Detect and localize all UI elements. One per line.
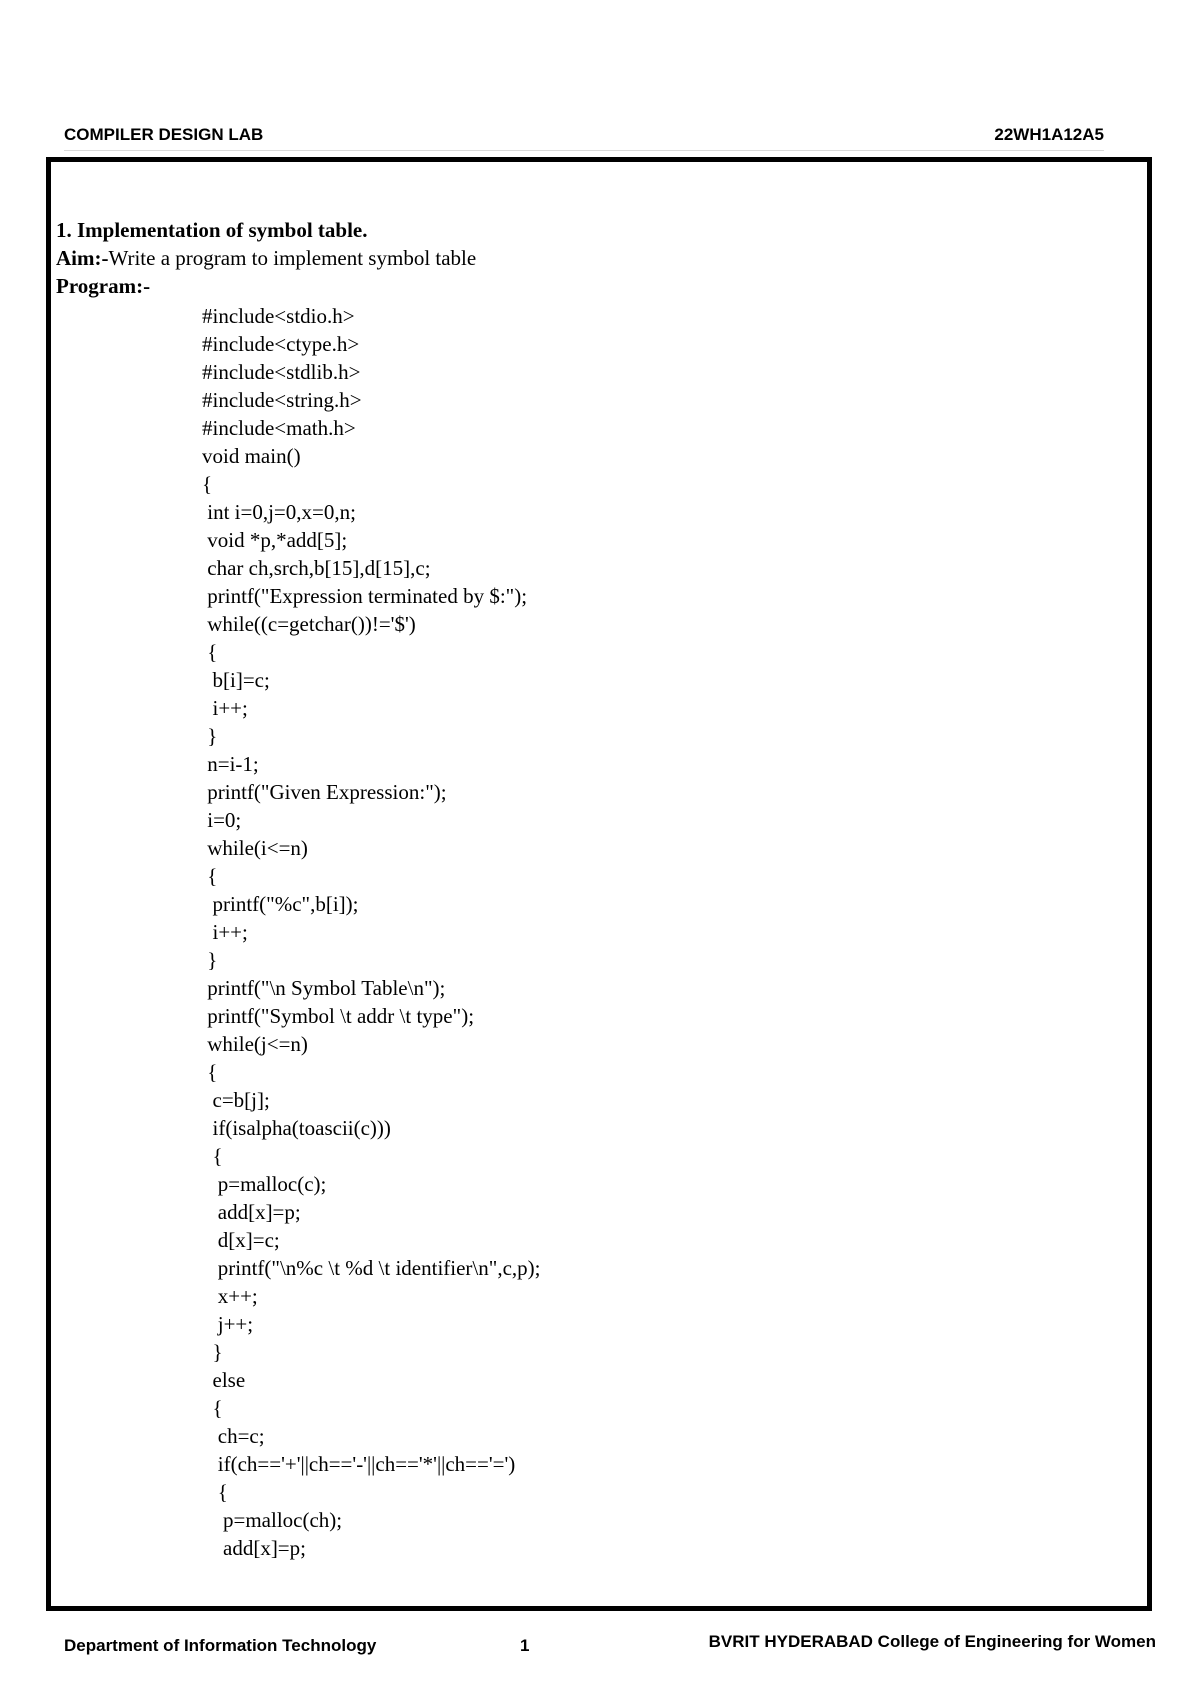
section-intro <box>56 216 476 300</box>
section-title: 1. Implementation of symbol table. <box>56 218 368 242</box>
code-line: add[x]=p; <box>202 1200 301 1224</box>
aim-label: Aim:- <box>56 246 109 270</box>
code-line: { <box>202 1396 223 1420</box>
header-divider <box>64 150 1104 151</box>
code-line: #include<stdlib.h> <box>202 360 361 384</box>
code-line: b[i]=c; <box>202 668 270 692</box>
code-line: i++; <box>202 696 248 720</box>
code-line: j++; <box>202 1312 254 1336</box>
code-line: } <box>202 948 218 972</box>
code-line: n=i-1; <box>202 752 259 776</box>
code-line: } <box>202 1340 223 1364</box>
code-line: { <box>202 472 213 496</box>
code-line: void *p,*add[5]; <box>202 528 348 552</box>
footer-page-number: 1 <box>520 1636 530 1655</box>
code-line: int i=0,j=0,x=0,n; <box>202 500 356 524</box>
code-line: if(ch=='+'||ch=='-'||ch=='*'||ch=='=') <box>202 1452 516 1476</box>
code-line: c=b[j]; <box>202 1088 270 1112</box>
code-line: void main() <box>202 444 301 468</box>
code-line: } <box>202 724 218 748</box>
code-line: #include<string.h> <box>202 388 362 412</box>
code-line: { <box>202 864 218 888</box>
code-line: #include<math.h> <box>202 416 356 440</box>
code-block <box>202 302 540 1562</box>
code-line: { <box>202 1060 218 1084</box>
aim-text: Write a program to implement symbol table <box>108 246 477 270</box>
code-line: if(isalpha(toascii(c))) <box>202 1116 391 1140</box>
footer-department: Department of Information Technology <box>64 1636 377 1655</box>
code-line: p=malloc(ch); <box>202 1508 343 1532</box>
code-line: p=malloc(c); <box>202 1172 327 1196</box>
program-label: Program:- <box>56 274 151 298</box>
code-line: printf("\n Symbol Table\n"); <box>202 976 446 1000</box>
header-roll-number: 22WH1A12A5 <box>994 125 1104 144</box>
page-footer <box>64 1632 1156 1662</box>
code-line: while(j<=n) <box>202 1032 308 1056</box>
code-line: i=0; <box>202 808 242 832</box>
code-line: while(i<=n) <box>202 836 308 860</box>
code-line: #include<stdio.h> <box>202 304 355 328</box>
code-line: printf("Expression terminated by $:"); <box>202 584 528 608</box>
code-line: { <box>202 1144 223 1168</box>
code-line: printf("Symbol \t addr \t type"); <box>202 1004 475 1028</box>
code-line: while((c=getchar())!='$') <box>202 612 416 636</box>
code-line: x++; <box>202 1284 258 1308</box>
code-line: printf("Given Expression:"); <box>202 780 447 804</box>
page-header <box>64 120 1104 150</box>
aim-line <box>56 244 476 272</box>
code-line: printf("%c",b[i]); <box>202 892 359 916</box>
code-line: ch=c; <box>202 1424 265 1448</box>
code-line: { <box>202 1480 228 1504</box>
code-line: char ch,srch,b[15],d[15],c; <box>202 556 431 580</box>
header-course-title: COMPILER DESIGN LAB <box>64 125 264 144</box>
code-line: d[x]=c; <box>202 1228 280 1252</box>
code-line: else <box>202 1368 246 1392</box>
code-line: i++; <box>202 920 248 944</box>
code-line: printf("\n%c \t %d \t identifier\n",c,p); <box>202 1256 541 1280</box>
code-line: #include<ctype.h> <box>202 332 360 356</box>
code-line: add[x]=p; <box>202 1536 306 1560</box>
footer-college: BVRIT HYDERABAD College of Engineering for Women <box>708 1632 1156 1651</box>
code-line: { <box>202 640 218 664</box>
